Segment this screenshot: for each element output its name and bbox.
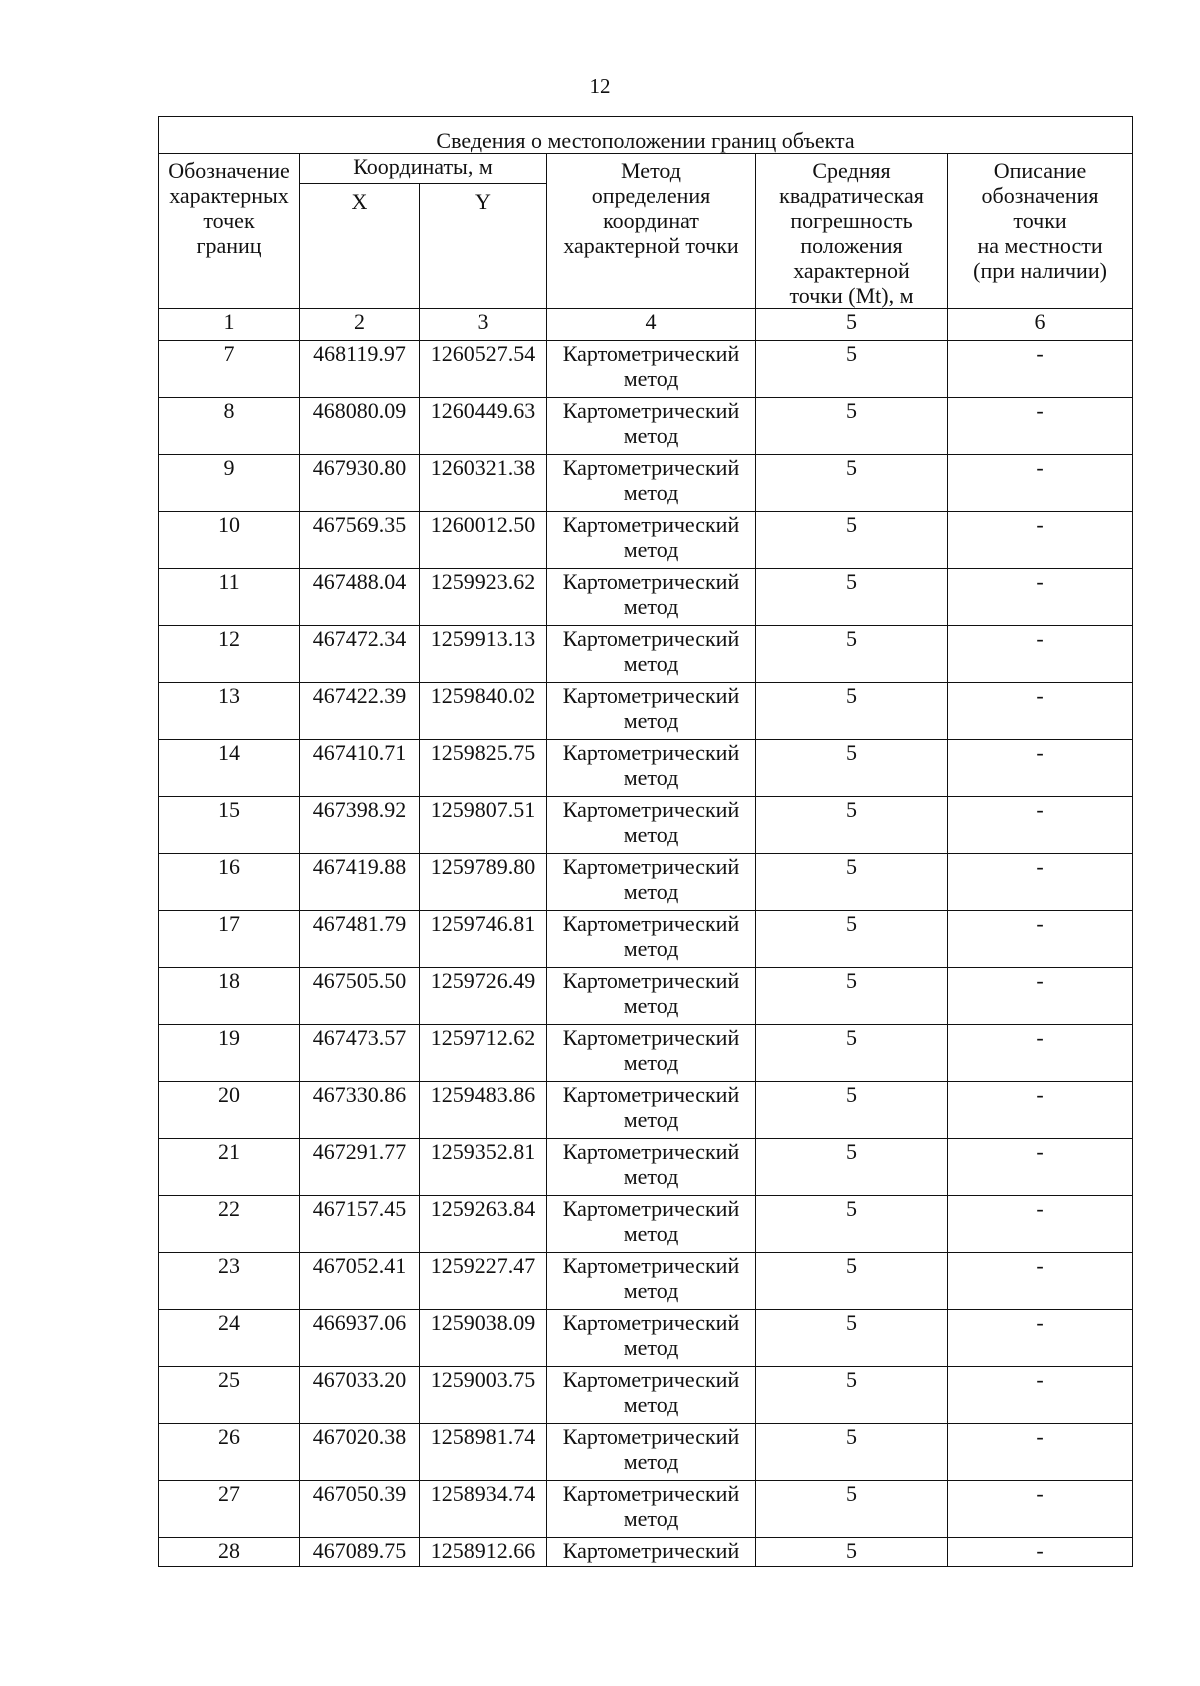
- point-cell: 12: [159, 626, 300, 683]
- y-coordinate-cell: 1259807.51: [420, 797, 547, 854]
- method-cell: [547, 1424, 756, 1481]
- table-row: [159, 683, 1133, 740]
- y-coordinate-cell: 1259003.75: [420, 1367, 547, 1424]
- x-coordinate-cell: 467472.34: [300, 626, 420, 683]
- y-coordinate-cell: 1260012.50: [420, 512, 547, 569]
- error-cell: 5: [756, 911, 948, 968]
- header-x: X: [300, 184, 420, 309]
- header-text: на местности: [977, 233, 1103, 258]
- table-row: [159, 1424, 1133, 1481]
- description-cell: -: [948, 683, 1133, 740]
- header-text: характерной точки: [563, 233, 739, 258]
- method-cell: Картометрический: [547, 1538, 756, 1567]
- description-cell: -: [948, 1139, 1133, 1196]
- point-cell: 23: [159, 1253, 300, 1310]
- x-coordinate-cell: 467410.71: [300, 740, 420, 797]
- method-text-line: метод: [623, 594, 679, 619]
- x-coordinate-cell: 467050.39: [300, 1481, 420, 1538]
- method-text-line: метод: [623, 993, 679, 1018]
- header-text: (при наличии): [973, 258, 1107, 283]
- table-row: [159, 1139, 1133, 1196]
- x-coordinate-cell: 467481.79: [300, 911, 420, 968]
- point-cell: 10: [159, 512, 300, 569]
- table-row: [159, 1367, 1133, 1424]
- x-coordinate-cell: 467020.38: [300, 1424, 420, 1481]
- column-number: 3: [420, 309, 547, 341]
- table-row: [159, 455, 1133, 512]
- method-text-line: метод: [623, 1164, 679, 1189]
- method-cell: [547, 797, 756, 854]
- header-text: границ: [196, 233, 262, 258]
- x-coordinate-cell: 467052.41: [300, 1253, 420, 1310]
- method-text-line: метод: [623, 651, 679, 676]
- method-text-line: Картометрический: [562, 455, 740, 480]
- error-cell: 5: [756, 341, 948, 398]
- error-cell: 5: [756, 1424, 948, 1481]
- table-body: [159, 341, 1133, 1567]
- method-cell: [547, 569, 756, 626]
- method-cell: [547, 512, 756, 569]
- x-coordinate-cell: 467033.20: [300, 1367, 420, 1424]
- error-cell: 5: [756, 626, 948, 683]
- header-text: Метод: [621, 158, 681, 183]
- error-cell: 5: [756, 512, 948, 569]
- table-row: [159, 1481, 1133, 1538]
- method-text-line: Картометрический: [562, 1082, 740, 1107]
- point-cell: 16: [159, 854, 300, 911]
- error-cell: 5: [756, 1310, 948, 1367]
- method-text-line: Картометрический: [562, 512, 740, 537]
- error-cell: 5: [756, 1025, 948, 1082]
- method-text-line: метод: [623, 822, 679, 847]
- method-cell: [547, 683, 756, 740]
- method-text-line: Картометрический: [562, 1253, 740, 1278]
- table-row: [159, 1310, 1133, 1367]
- description-cell: -: [948, 626, 1133, 683]
- y-coordinate-cell: 1258912.66: [420, 1538, 547, 1567]
- point-cell: 19: [159, 1025, 300, 1082]
- header-text: точки: [1013, 208, 1067, 233]
- x-coordinate-cell: 466937.06: [300, 1310, 420, 1367]
- error-cell: 5: [756, 569, 948, 626]
- method-cell: [547, 1481, 756, 1538]
- header-text: точек: [203, 208, 255, 233]
- method-text-line: метод: [623, 879, 679, 904]
- method-cell: [547, 1196, 756, 1253]
- description-cell: -: [948, 968, 1133, 1025]
- header-text: положения: [800, 233, 903, 258]
- error-cell: 5: [756, 968, 948, 1025]
- table-row: [159, 1082, 1133, 1139]
- method-text-line: метод: [623, 1221, 679, 1246]
- y-coordinate-cell: 1259712.62: [420, 1025, 547, 1082]
- description-cell: -: [948, 1253, 1133, 1310]
- error-cell: 5: [756, 854, 948, 911]
- header-text: характерных: [169, 183, 289, 208]
- header-text: характерной: [793, 258, 910, 283]
- header-text: точки (Mt), м: [789, 283, 914, 308]
- column-number: 5: [756, 309, 948, 341]
- x-coordinate-cell: 467569.35: [300, 512, 420, 569]
- point-cell: 13: [159, 683, 300, 740]
- point-cell: 22: [159, 1196, 300, 1253]
- table-row: [159, 740, 1133, 797]
- method-text-line: Картометрический: [562, 797, 740, 822]
- y-coordinate-cell: 1259840.02: [420, 683, 547, 740]
- description-cell: -: [948, 740, 1133, 797]
- x-coordinate-cell: 467930.80: [300, 455, 420, 512]
- method-text-line: Картометрический: [562, 1481, 740, 1506]
- x-coordinate-cell: 467473.57: [300, 1025, 420, 1082]
- y-coordinate-cell: 1259483.86: [420, 1082, 547, 1139]
- method-text-line: Картометрический: [562, 569, 740, 594]
- method-cell: [547, 341, 756, 398]
- x-coordinate-cell: 468119.97: [300, 341, 420, 398]
- table-row: [159, 398, 1133, 455]
- header-text: квадратическая: [779, 183, 924, 208]
- table-row: [159, 341, 1133, 398]
- description-cell: -: [948, 569, 1133, 626]
- table-row: [159, 854, 1133, 911]
- description-cell: -: [948, 398, 1133, 455]
- method-cell: [547, 1082, 756, 1139]
- method-cell: [547, 455, 756, 512]
- method-text-line: метод: [623, 423, 679, 448]
- method-cell: [547, 1367, 756, 1424]
- table-row: [159, 1253, 1133, 1310]
- y-coordinate-cell: 1260449.63: [420, 398, 547, 455]
- header-text: определения: [591, 183, 711, 208]
- point-cell: 21: [159, 1139, 300, 1196]
- method-text-line: Картометрический: [562, 683, 740, 708]
- point-cell: 14: [159, 740, 300, 797]
- description-cell: -: [948, 1025, 1133, 1082]
- page-number: 12: [589, 74, 611, 98]
- method-text-line: метод: [623, 480, 679, 505]
- point-cell: 27: [159, 1481, 300, 1538]
- header-text: Описание: [993, 158, 1087, 183]
- method-text-line: метод: [623, 1107, 679, 1132]
- point-cell: 28: [159, 1538, 300, 1567]
- method-text-line: Картометрический: [562, 854, 740, 879]
- method-text-line: метод: [623, 708, 679, 733]
- table-row: [159, 797, 1133, 854]
- x-coordinate-cell: 467422.39: [300, 683, 420, 740]
- method-text-line: Картометрический: [562, 1367, 740, 1392]
- header-method: [547, 154, 756, 309]
- method-text-line: Картометрический: [562, 740, 740, 765]
- x-coordinate-cell: 467089.75: [300, 1538, 420, 1567]
- y-coordinate-cell: 1260527.54: [420, 341, 547, 398]
- error-cell: 5: [756, 1139, 948, 1196]
- error-cell: 5: [756, 1253, 948, 1310]
- y-coordinate-cell: 1259913.13: [420, 626, 547, 683]
- y-coordinate-cell: 1259825.75: [420, 740, 547, 797]
- error-cell: 5: [756, 1196, 948, 1253]
- description-cell: -: [948, 1367, 1133, 1424]
- boundary-coordinates-table: [158, 116, 1133, 1567]
- description-cell: -: [948, 1310, 1133, 1367]
- column-number: 2: [300, 309, 420, 341]
- table-row: [159, 1025, 1133, 1082]
- column-number: 6: [948, 309, 1133, 341]
- description-cell: -: [948, 455, 1133, 512]
- point-cell: 20: [159, 1082, 300, 1139]
- method-text-line: Картометрический: [562, 341, 740, 366]
- error-cell: 5: [756, 1082, 948, 1139]
- method-text-line: Картометрический: [562, 626, 740, 651]
- error-cell: 5: [756, 1481, 948, 1538]
- table-caption: Сведения о местоположении границ объекта: [159, 117, 1133, 154]
- point-cell: 24: [159, 1310, 300, 1367]
- method-text-line: метод: [623, 1392, 679, 1417]
- method-text-line: метод: [623, 936, 679, 961]
- method-cell: [547, 911, 756, 968]
- table-row: [159, 512, 1133, 569]
- error-cell: 5: [756, 797, 948, 854]
- x-coordinate-cell: 468080.09: [300, 398, 420, 455]
- y-coordinate-cell: 1258934.74: [420, 1481, 547, 1538]
- header-y: Y: [420, 184, 547, 309]
- method-cell: [547, 1253, 756, 1310]
- error-cell: 5: [756, 683, 948, 740]
- y-coordinate-cell: 1259746.81: [420, 911, 547, 968]
- y-coordinate-cell: 1259227.47: [420, 1253, 547, 1310]
- description-cell: -: [948, 1538, 1133, 1567]
- point-cell: 8: [159, 398, 300, 455]
- method-cell: [547, 1310, 756, 1367]
- method-cell: [547, 626, 756, 683]
- method-text-line: метод: [623, 1278, 679, 1303]
- header-coordinates: Координаты, м: [300, 154, 547, 184]
- method-text-line: Картометрический: [562, 1025, 740, 1050]
- description-cell: -: [948, 1196, 1133, 1253]
- x-coordinate-cell: 467419.88: [300, 854, 420, 911]
- column-number-row: [159, 309, 1133, 341]
- method-text-line: Картометрический: [562, 1196, 740, 1221]
- x-coordinate-cell: 467488.04: [300, 569, 420, 626]
- method-text-line: метод: [623, 765, 679, 790]
- method-text-line: метод: [623, 1335, 679, 1360]
- x-coordinate-cell: 467291.77: [300, 1139, 420, 1196]
- method-cell: [547, 854, 756, 911]
- table-row: [159, 1196, 1133, 1253]
- y-coordinate-cell: 1258981.74: [420, 1424, 547, 1481]
- method-text-line: метод: [623, 366, 679, 391]
- table-row: [159, 911, 1133, 968]
- point-cell: 25: [159, 1367, 300, 1424]
- method-cell: [547, 398, 756, 455]
- method-cell: [547, 968, 756, 1025]
- header-text: Средняя: [812, 158, 891, 183]
- method-cell: [547, 1025, 756, 1082]
- method-text-line: Картометрический: [562, 1310, 740, 1335]
- method-text-line: Картометрический: [562, 1139, 740, 1164]
- y-coordinate-cell: 1259726.49: [420, 968, 547, 1025]
- y-coordinate-cell: 1259789.80: [420, 854, 547, 911]
- method-text-line: метод: [623, 1506, 679, 1531]
- method-cell: [547, 1139, 756, 1196]
- point-cell: 11: [159, 569, 300, 626]
- error-cell: 5: [756, 1367, 948, 1424]
- header-text: обозначения: [981, 183, 1099, 208]
- point-cell: 18: [159, 968, 300, 1025]
- y-coordinate-cell: 1260321.38: [420, 455, 547, 512]
- description-cell: -: [948, 1481, 1133, 1538]
- table-row: [159, 626, 1133, 683]
- x-coordinate-cell: 467505.50: [300, 968, 420, 1025]
- header-point-description: [948, 154, 1133, 309]
- coordinates-table-container: [158, 116, 1132, 1567]
- method-text-line: Картометрический: [562, 911, 740, 936]
- x-coordinate-cell: 467398.92: [300, 797, 420, 854]
- description-cell: -: [948, 1082, 1133, 1139]
- table-row: [159, 1538, 1133, 1567]
- y-coordinate-cell: 1259923.62: [420, 569, 547, 626]
- point-cell: 7: [159, 341, 300, 398]
- point-cell: 15: [159, 797, 300, 854]
- method-text-line: метод: [623, 1449, 679, 1474]
- header-point-designation: [159, 154, 300, 309]
- method-text-line: Картометрический: [562, 1424, 740, 1449]
- method-cell: [547, 740, 756, 797]
- point-cell: 9: [159, 455, 300, 512]
- header-text: Обозначение: [168, 158, 290, 183]
- error-cell: 5: [756, 455, 948, 512]
- point-cell: 17: [159, 911, 300, 968]
- table-row: [159, 569, 1133, 626]
- x-coordinate-cell: 467157.45: [300, 1196, 420, 1253]
- header-text: погрешность: [790, 208, 913, 233]
- description-cell: -: [948, 512, 1133, 569]
- method-text-line: Картометрический: [562, 968, 740, 993]
- description-cell: -: [948, 1424, 1133, 1481]
- table-row: [159, 968, 1133, 1025]
- y-coordinate-cell: 1259038.09: [420, 1310, 547, 1367]
- header-row-1: [159, 154, 1133, 184]
- x-coordinate-cell: 467330.86: [300, 1082, 420, 1139]
- header-text: координат: [603, 208, 699, 233]
- error-cell: 5: [756, 1538, 948, 1567]
- description-cell: -: [948, 911, 1133, 968]
- description-cell: -: [948, 341, 1133, 398]
- error-cell: 5: [756, 740, 948, 797]
- y-coordinate-cell: 1259352.81: [420, 1139, 547, 1196]
- method-text-line: метод: [623, 537, 679, 562]
- table-caption-row: [159, 117, 1133, 154]
- description-cell: -: [948, 854, 1133, 911]
- method-text-line: метод: [623, 1050, 679, 1075]
- y-coordinate-cell: 1259263.84: [420, 1196, 547, 1253]
- method-text-line: Картометрический: [562, 398, 740, 423]
- header-mean-square-error: [756, 154, 948, 309]
- error-cell: 5: [756, 398, 948, 455]
- column-number: 1: [159, 309, 300, 341]
- column-number: 4: [547, 309, 756, 341]
- description-cell: -: [948, 797, 1133, 854]
- point-cell: 26: [159, 1424, 300, 1481]
